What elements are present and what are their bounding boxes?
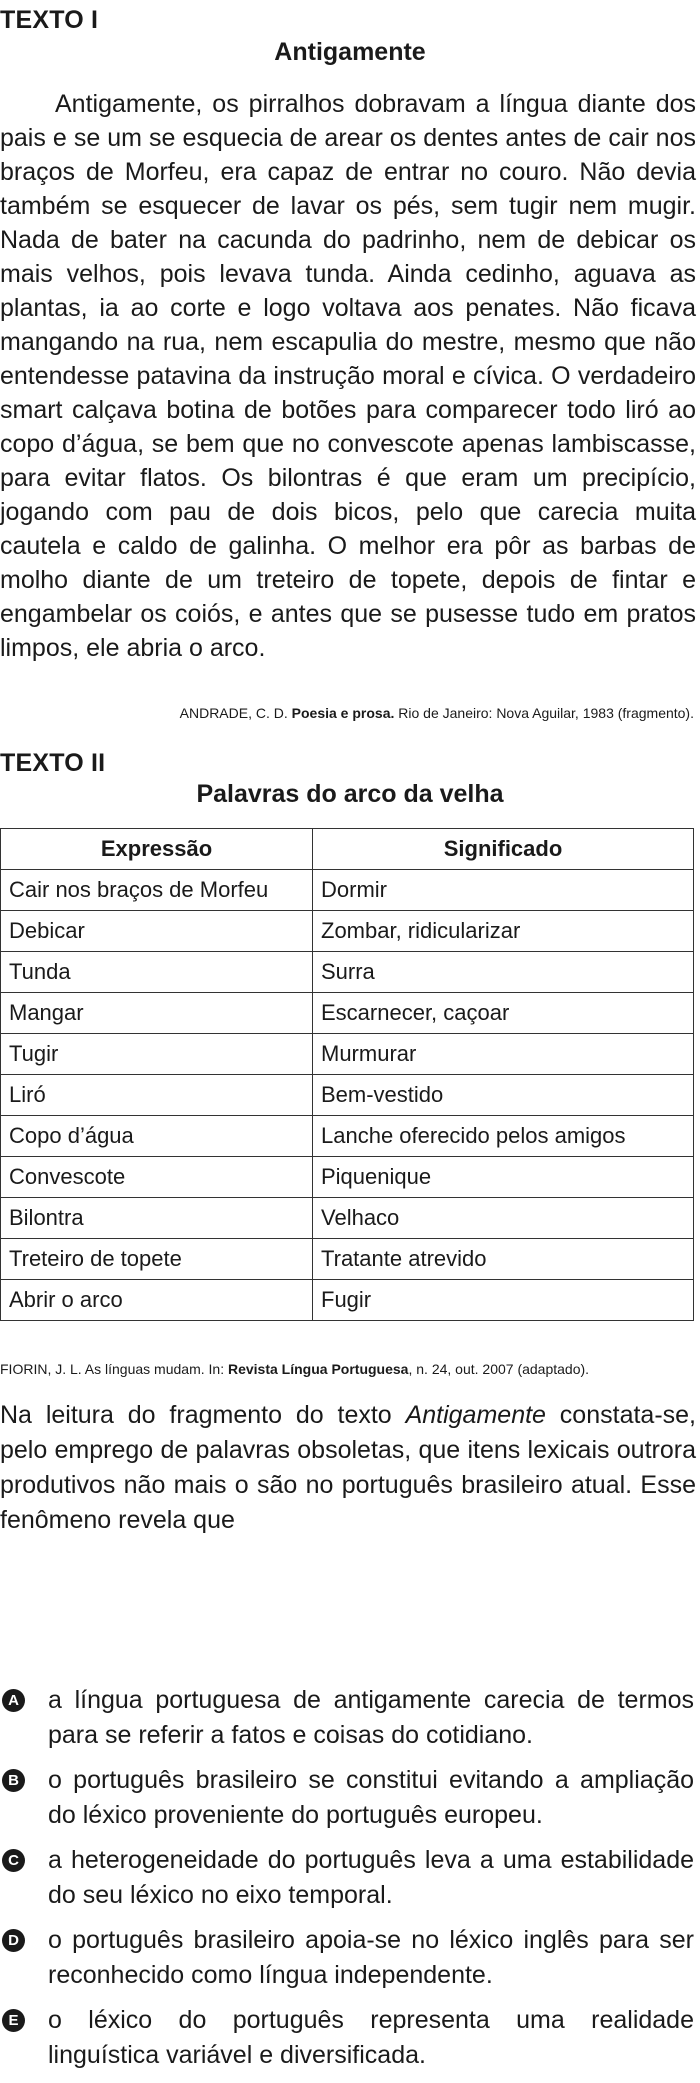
table-row — [1, 1157, 694, 1198]
option-b-text: o português brasileiro se constitui evitando a ampliação do léxico proveniente do português europeu. — [48, 1766, 694, 1829]
option-c[interactable] — [0, 1843, 696, 1923]
expression-cell: Tunda — [1, 952, 313, 993]
texto1-body: Antigamente, os pirralhos dobravam a língua diante dos pais e se um se esquecia de arear os dentes antes de cair nos braços de Morfeu, era capaz de entrar no couro. Não devia também se esquecer de lavar os pés, sem tugir nem mugir. Nada de bater na cacunda do padrinho, nem de debicar os mais velhos, pois levava tunda. Ainda cedinho, aguava as plantas, ia ao corte e logo voltava aos penates. Não ficava mangando na rua, nem escapulia do mestre, mesmo que não entendesse patavina da instrução moral e cívica. O verdadeiro smart calçava botina de botões para comparecer todo liró ao copo d’água, se bem que no convescote apenas lambiscasse, para evitar flatos. Os bilontras é que eram um precipício, jogando com pau de dois bicos, pelo que carecia muita cautela e caldo de galinha. O melhor era pôr as barbas de molho diante de um treteiro de topete, depois de fintar e engambelar os coiós, e antes que se pusesse tudo em pratos limpos, ele abria o arco. — [0, 90, 696, 662]
texto1-title: Antigamente — [274, 38, 426, 66]
expression-cell: Copo d’água — [1, 1116, 313, 1157]
expression-cell: Convescote — [1, 1157, 313, 1198]
question-italic-title: Antigamente — [405, 1401, 546, 1429]
question-part1: Na leitura do fragmento do texto — [0, 1401, 406, 1429]
option-e-text: o léxico do português representa uma realidade linguística variável e diversificada. — [48, 2006, 694, 2069]
option-c-text: a heterogeneidade do português leva a uma estabilidade do seu léxico no eixo temporal. — [48, 1846, 694, 1909]
expression-cell: Treteiro de topete — [1, 1239, 313, 1280]
expression-cell: Debicar — [1, 911, 313, 952]
option-e-badge: E — [2, 2009, 25, 2032]
meaning-cell: Piquenique — [313, 1157, 694, 1198]
table-row — [1, 1239, 694, 1280]
option-d-badge: D — [2, 1929, 25, 1952]
question-part2: constata-se, pelo emprego de palavras obsoletas, que itens lexicais outrora produtivos não mais o são no português brasileiro atual. Esse fenômeno revela que — [0, 1401, 696, 1534]
meaning-cell: Surra — [313, 952, 694, 993]
expression-cell: Abrir o arco — [1, 1280, 313, 1321]
texto2-title: Palavras do arco da velha — [196, 780, 504, 808]
texto2-source-prefix: FIORIN, J. L. As línguas mudam. In: — [0, 1361, 228, 1377]
table-row — [1, 1116, 694, 1157]
texto1-source-suffix: Rio de Janeiro: Nova Aguilar, 1983 (fragmento). — [394, 705, 694, 721]
table-row — [1, 1075, 694, 1116]
texto2-source-suffix: , n. 24, out. 2007 (adaptado). — [408, 1361, 590, 1377]
texto1-source — [180, 705, 694, 721]
meaning-cell: Zombar, ridicularizar — [313, 911, 694, 952]
table-row — [1, 1280, 694, 1321]
table-row — [1, 1034, 694, 1075]
expression-cell: Cair nos braços de Morfeu — [1, 870, 313, 911]
glossary-table — [0, 828, 694, 1321]
texto2-source-magazine: Revista Língua Portuguesa — [227, 1361, 409, 1377]
option-e[interactable] — [0, 2003, 696, 2083]
meaning-cell: Dormir — [313, 870, 694, 911]
table-row — [1, 952, 694, 993]
table-row — [1, 911, 694, 952]
table-row — [1, 993, 694, 1034]
option-c-badge: C — [2, 1849, 25, 1872]
table-row — [1, 870, 694, 911]
meaning-cell: Fugir — [313, 1280, 694, 1321]
meaning-cell: Murmurar — [313, 1034, 694, 1075]
meaning-cell: Velhaco — [313, 1198, 694, 1239]
question-stem — [0, 1398, 696, 1538]
texto2-source — [0, 1361, 589, 1377]
column-header-expressao: Expressão — [1, 829, 313, 870]
meaning-cell: Bem-vestido — [313, 1075, 694, 1116]
expression-cell: Mangar — [1, 993, 313, 1034]
option-a[interactable] — [0, 1683, 696, 1763]
option-d-text: o português brasileiro apoia-se no léxico inglês para ser reconhecido como língua independente. — [48, 1926, 694, 1989]
meaning-cell: Tratante atrevido — [313, 1239, 694, 1280]
table-header-row — [1, 829, 694, 870]
option-d[interactable] — [0, 1923, 696, 2003]
expression-cell: Tugir — [1, 1034, 313, 1075]
expression-cell: Liró — [1, 1075, 313, 1116]
texto1-source-book: Poesia e prosa. — [291, 705, 395, 721]
option-b-badge: B — [2, 1769, 25, 1792]
option-b[interactable] — [0, 1763, 696, 1843]
option-a-badge: A — [2, 1689, 25, 1712]
column-header-significado: Significado — [313, 829, 694, 870]
table-row — [1, 1198, 694, 1239]
meaning-cell: Lanche oferecido pelos amigos — [313, 1116, 694, 1157]
texto2-label: TEXTO II — [0, 749, 106, 777]
meaning-cell: Escarnecer, caçoar — [313, 993, 694, 1034]
texto1-source-prefix: ANDRADE, C. D. — [179, 705, 292, 721]
texto1-label: TEXTO I — [0, 6, 99, 34]
option-a-text: a língua portuguesa de antigamente carecia de termos para se referir a fatos e coisas do cotidiano. — [48, 1686, 694, 1749]
expression-cell: Bilontra — [1, 1198, 313, 1239]
answer-options — [0, 1683, 696, 2083]
